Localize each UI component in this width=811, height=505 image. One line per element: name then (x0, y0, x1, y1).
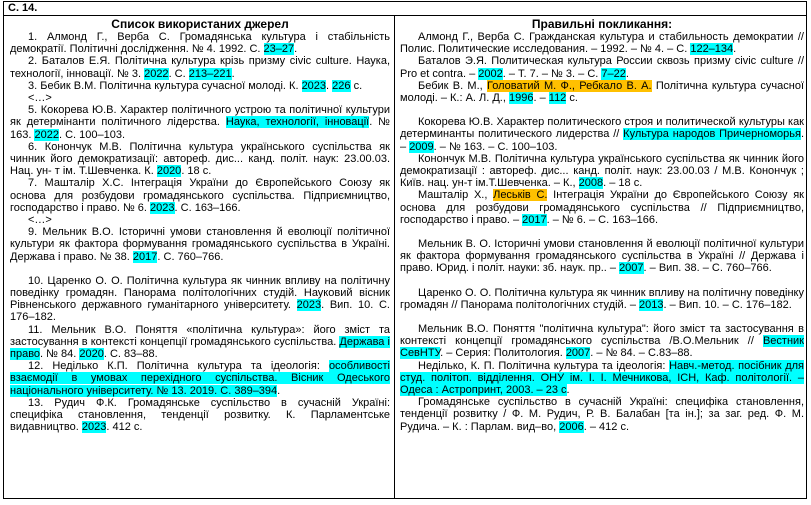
left-reference-entry (10, 397, 390, 434)
right-reference-entry (400, 287, 804, 311)
right-column-title: Правильні покликання: (531, 17, 673, 31)
reference-text: 1. Алмонд Г., Верба С. Громадянська культура і стабільність демократії. Політичні дослідження. № 4. 1992. С. (10, 31, 390, 56)
left-reference-entry (10, 141, 390, 178)
left-reference-entry (10, 324, 390, 361)
reference-text: Кокорева Ю.В. Характер политического строя и политической культуры как детерминанты политического лидерства // (400, 116, 804, 141)
left-column-title: Список використаних джерел (111, 17, 289, 31)
left-reference-entry (10, 360, 390, 397)
highlighted-text: 2013 (639, 298, 664, 311)
highlighted-text: 213–221 (188, 67, 232, 80)
reference-text: . (277, 384, 281, 397)
left-reference-entry (10, 226, 390, 263)
highlighted-text: Наука, технології, інновації (225, 116, 370, 129)
reference-text: 11. Мельник В.О. Поняття «політична культура»: його зміст та застосування в контексті концепції громадянського суспільства. (10, 323, 390, 348)
highlighted-text: 23–27 (263, 43, 295, 56)
reference-text: Громадянське суспільство в сучасній Україні: специфіка становлення, тенденції розвитку / Ф. М. Рудич, Р. В. Балабан [та ін.]; за заг. ред. Ф. М. Рудича. – К. : Парлам. вид–во, (400, 396, 804, 433)
document-table (3, 1, 807, 499)
left-reference-entry (10, 275, 390, 324)
reference-text: . (326, 79, 333, 92)
reference-text: Конончук М.В. Політична культура українського суспільства як чинник його демократизації : автореф. дис... канд. політ. наук: 23.00.03 / М.В. Конончук ; Київ. нац. ун-т ім.Т.Шевченка. – К., (400, 152, 804, 190)
reference-text: Мельник В. О. Історичні умови становлення й еволюції політичної культури як фактора формування громадянського суспільства в Україні // Держава і право. Юрид. і політ. науки: зб. наук. пр.. – (400, 238, 804, 275)
highlighted-text: 122–134 (690, 43, 734, 56)
highlighted-text: 2009 (409, 140, 434, 153)
highlighted-text: 2023 (301, 79, 327, 92)
highlighted-text: 2007 (565, 347, 591, 360)
right-reference-entry (400, 360, 804, 397)
omission-marker: <…> (28, 92, 52, 105)
right-reference-entry (400, 323, 804, 360)
reference-text: . – № 84. – С.83–88. (590, 347, 693, 360)
reference-text: 2. Баталов Е.Я. Політична культура крізь призму civic culture. Наука, технології, інновації. № 3. (10, 55, 390, 80)
highlighted-text: 2023 (81, 421, 107, 434)
reference-text: . (733, 43, 737, 56)
reference-text: . Вип. 10. С. 176–182. (10, 299, 390, 324)
reference-text: . № 163. (10, 116, 390, 141)
highlighted-text: 7–22 (601, 67, 626, 80)
reference-text: 13. Рудич Ф.К. Громадянське суспільство в сучасній Україні: специфіка становлення, тенденції розвитку. К. Парламентське видавництво. (10, 396, 390, 434)
highlighted-text: 2020 (79, 348, 104, 361)
reference-text: 9. Мельник В.О. Історичні умови становлення й еволюції політичної культури як фактора формування громадянського суспільства в Україні. Держава і право. № 38. (10, 226, 390, 263)
highlighted-text: 2023 (150, 201, 175, 214)
left-reference-entry (10, 31, 390, 55)
reference-text: . – № 6. – С. 163–166. (546, 213, 659, 226)
column-divider (394, 16, 395, 498)
reference-text: . – Т. 7. – № 3. – С. (502, 67, 602, 80)
reference-text: . № 84. (40, 348, 80, 361)
highlighted-text: 2023 (296, 299, 322, 312)
reference-text: Неділько, К. П. Політична культура та ідеологія: (418, 359, 670, 372)
highlighted-text: Держава і право (10, 335, 390, 361)
reference-text: Царенко О. О. Політична культура як чинник впливу на політичну поведінку громадян // Панорама політологічних студій. – (400, 286, 804, 311)
left-reference-entry (10, 104, 390, 141)
right-column (400, 17, 804, 433)
highlighted-text: 112 (548, 92, 567, 105)
highlighted-text: 2017 (522, 213, 547, 226)
blank-line (400, 226, 804, 238)
reference-text: . – № 163. – С. 100–103. (433, 140, 558, 153)
reference-text: Баталов Э.Я. Политическая культура России сквозь призму civic culture // Pro et contra. – (400, 55, 804, 80)
highlighted-text: 226 (332, 79, 351, 92)
reference-text: . – Вип. 10. – С. 176–182. (663, 298, 792, 311)
reference-text: . (294, 43, 298, 56)
highlighted-text: особливості взаємодії в умовах перехідного суспільства. Вісник Одеського національного університету. № 13. 2019. С. 389–394 (10, 360, 390, 397)
highlighted-text: 2022 (34, 128, 59, 141)
left-reference-entry (10, 177, 390, 214)
reference-text: Мельник В.О. Поняття "політична культура": його зміст та застосування в контексті концепції громадянського суспільства /В.О.Мельник // (400, 323, 804, 348)
reference-text: с. (566, 92, 578, 105)
reference-text: . – 18 с. (603, 177, 643, 190)
left-reference-entry (10, 55, 390, 79)
highlighted-text: 2008 (578, 177, 604, 190)
highlighted-text: 2006 (559, 420, 584, 433)
right-reference-entry (400, 116, 804, 153)
right-reference-entry (400, 55, 804, 79)
reference-text: Машталір Х., (418, 189, 494, 202)
reference-text: . С. (168, 67, 189, 80)
highlighted-text: 2022 (144, 67, 169, 80)
reference-text: . С. 100–103. (58, 128, 126, 141)
reference-text: 7. Машталір Х.С. Інтеграція України до Європейського Союзу як основа для розбудови громадянського суспільства. Підприємництво, господарство і право. № 6. (10, 177, 390, 214)
right-reference-entry (400, 189, 804, 226)
right-reference-entry (400, 80, 804, 104)
reference-text: . – Серия: Политология. (440, 347, 566, 360)
reference-text: . – (400, 128, 804, 153)
omission-marker: <…> (28, 214, 52, 227)
right-reference-entry (400, 238, 804, 275)
highlighted-text: Вестник СевНТУ (400, 335, 804, 360)
reference-text: . – 412 с. (583, 420, 630, 433)
highlighted-text: 2020 (156, 165, 182, 178)
reference-text: . (231, 67, 235, 80)
highlighted-text: 2002 (478, 67, 503, 80)
reference-text: . – Вип. 38. – С. 760–766. (643, 262, 772, 275)
reference-text: . (625, 67, 629, 80)
reference-text: . С. 760–766. (157, 250, 224, 263)
section-label: С. 14. (4, 2, 806, 16)
reference-text: 3. Бебик В.М. Політична культура сучасної молоді. К. (28, 79, 302, 92)
left-column (10, 17, 390, 434)
reference-text: Алмонд Г., Верба С. Гражданская культура и стабильность демократии // Полис. Политические исследования. – 1992. – № 4. – С. (400, 31, 804, 56)
highlighted-text: 2017 (132, 250, 158, 263)
reference-text: . С. 83–88. (103, 348, 158, 361)
reference-text: Інтеграція України до Європейського Союзу як основа для розбудови громадянського суспільства // Підприємництво, господарство і право. – (400, 189, 804, 226)
reference-text: 6. Конончук М.В. Політична культура українського суспільства як чинник його демократизації: автореф. дис... канд. політ. наук: 23.00.03. Нац. ун- т ім. Т.Шевченка. К. (10, 140, 390, 178)
reference-text: . – (533, 92, 549, 105)
blank-line (400, 104, 804, 116)
reference-text: . С. 163–166. (174, 201, 241, 214)
right-reference-entry (400, 31, 804, 55)
highlighted-text: 1996 (508, 92, 534, 105)
highlighted-text: 2007 (619, 262, 644, 275)
left-reference-list (10, 31, 390, 434)
reference-text: 5. Кокорева Ю.В. Характер політичного устрою та політичної культури як детермінанти політичного лідерства. (10, 104, 390, 129)
reference-text: Політична культура сучасної молоді. – К.: А. Л. Д., (400, 79, 805, 105)
highlighted-text: Навч.-метод. посібник для студ. політоп. відділення. ОНУ ім. І. І. Мечникова, ІСН, Каф. політології. – Одеса : Астропринт, 2003. – 23 с (400, 359, 804, 397)
reference-text: Бебик В. М., (418, 79, 487, 92)
reference-text: . 18 с. (181, 165, 212, 178)
highlighted-text: Головатий М. Ф., Ребкало В. А. (487, 79, 652, 92)
reference-text: 12. Неділько К.П. Політична культура та ідеологія: (28, 360, 329, 373)
reference-text: . 412 с. (106, 421, 143, 434)
right-reference-list (400, 31, 804, 433)
left-reference-entry (10, 80, 390, 92)
right-reference-entry (400, 396, 804, 433)
right-reference-entry (400, 153, 804, 190)
blank-line (400, 311, 804, 323)
reference-text: . (566, 384, 570, 397)
highlighted-text: Культура народов Причерноморья (623, 128, 801, 141)
reference-text: 10. Царенко О. О. Політична культура як чинник впливу на політичну поведінку громадян. Панорама політологічних студій. Науковий вісник Рівненського державного гуманітарного університету. (10, 274, 390, 312)
reference-text: с. (350, 79, 363, 92)
highlighted-text: Леськів С. (493, 189, 548, 202)
